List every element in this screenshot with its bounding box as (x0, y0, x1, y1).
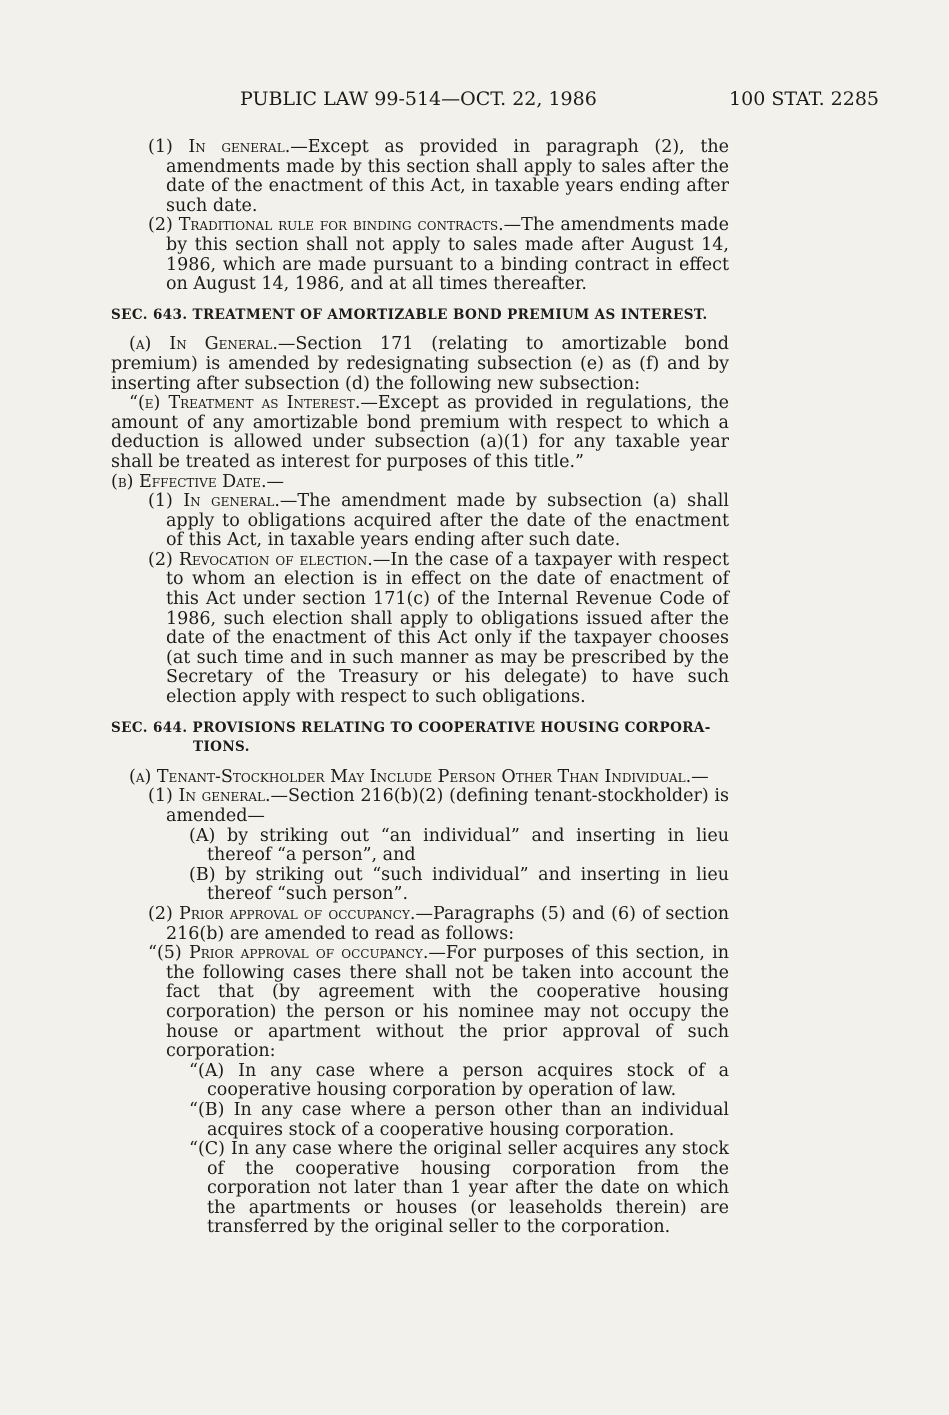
running-header (0, 88, 949, 118)
clause-A: (A) by striking out “an individual” and inserting in lieu thereof “a person”, and (189, 825, 729, 866)
paragraph-b2: (2) Revocation of election.—In the case of a taxpayer with respect to whom an election is in effect on the date of enactment of this Act under section 171(c) of the Internal Revenue Code of 1986, such election shall apply to obligations issued after the date of the enactment of this Act only if the taxpayer chooses (at such time and in such manner as may be prescribed by the Secretary of the Treasury or his delegate) to have such election apply with respect to such obligations. (148, 549, 729, 708)
paragraph-a1: (1) In general.—Section 216(b)(2) (defining tenant-stockholder) is amended— (148, 786, 729, 826)
quoted-clause-C: “(C) In any case where the original seller acquires any stock of the cooperative housing corporation from the corporation not later than 1 year after the date on which the apartments or houses (or leaseholds therein) are transferred by the original seller to the corporation. (189, 1139, 729, 1238)
quoted-subsection-e: “(e) Treatment as Interest.—Except as provided in regulations, the amount of any amortizable bond premium with respect to which a deduction is allowed under subsection (a)(1) for any taxable year shall be treated as interest for purposes of this title.” (111, 393, 729, 472)
subsection-b: (b) Effective Date.— (111, 471, 285, 492)
paragraph-1: (1) In general.—Except as provided in paragraph (2), the amendments made by this section shall apply to sales after the date of the enactment of this Act, in taxable years ending after such date. (148, 137, 729, 216)
section-644-heading: SEC. 644. PROVISIONS RELATING TO COOPERATIVE HOUSING CORPORA- TIONS. (111, 719, 711, 756)
subsection-a-tenant: (a) Tenant-Stockholder May Include Person Other Than Individual.— (129, 766, 709, 787)
quoted-clause-A: “(A) In any case where a person acquires stock of a cooperative housing corporation by operation of law. (189, 1060, 729, 1101)
header-title: PUBLIC LAW 99-514—OCT. 22, 1986 (240, 88, 597, 110)
subsection-a: (a) In General.—Section 171 (relating to amortizable bond premium) is amended by redesignating subsection (e) as (f) and by inserting after subsection (d) the following new subsection: (111, 334, 729, 394)
paragraph-2: (2) Traditional rule for binding contracts.—The amendments made by this section shall not apply to sales made after August 14, 1986, which are made pursuant to a binding contract in effect on August 14, 1986, and at all times thereafter. (148, 215, 729, 295)
section-643-heading: SEC. 643. TREATMENT OF AMORTIZABLE BOND PREMIUM AS INTEREST. (111, 306, 708, 323)
header-page-number: 100 STAT. 2285 (729, 88, 879, 110)
body-text (111, 138, 729, 1238)
paragraph-b1: (1) In general.—The amendment made by subsection (a) shall apply to obligations acquired after the date of the enactment of this Act, in taxable years ending after such date. (148, 491, 729, 551)
quoted-clause-B: “(B) In any case where a person other than an individual acquires stock of a cooperative housing corporation. (189, 1099, 729, 1140)
clause-B: (B) by striking out “such individual” and inserting in lieu thereof “such person”. (189, 864, 729, 905)
quoted-paragraph-5: “(5) Prior approval of occupancy.—For purposes of this section, in the following cases there shall not be taken into account the fact that (by agreement with the cooperative housing corporation) the person or his nominee may not occupy the house or apartment without the prior approval of such corporation: (148, 943, 729, 1062)
paragraph-a2: (2) Prior approval of occupancy.—Paragraphs (5) and (6) of section 216(b) are amended to read as follows: (148, 903, 730, 944)
